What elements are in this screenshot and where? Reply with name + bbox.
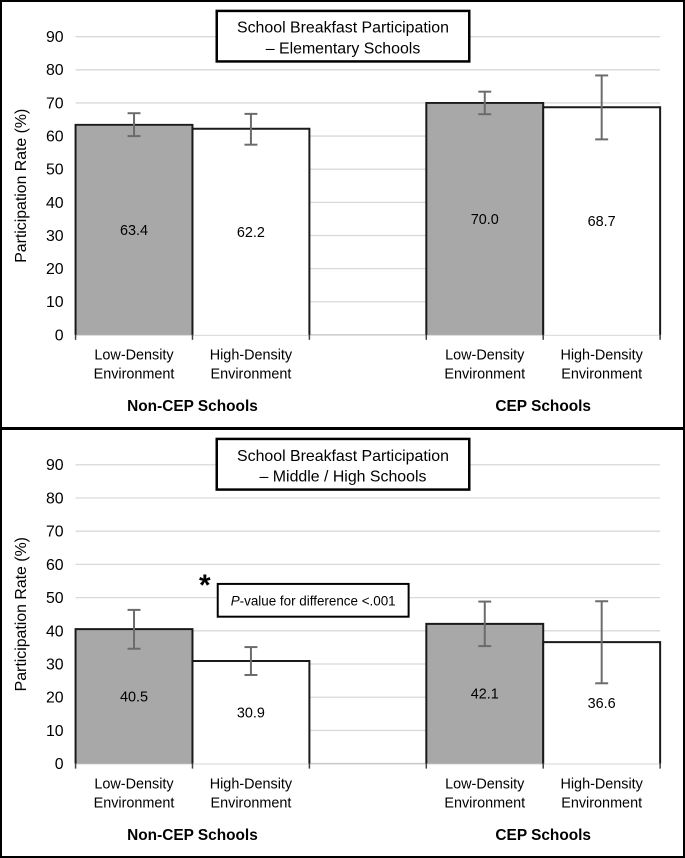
bar-value-label: 40.5: [120, 689, 149, 706]
y-tick-label: 40: [45, 623, 64, 641]
category-label: Low-Density Environment: [444, 776, 526, 812]
category-label: Low-Density Environment: [93, 347, 175, 383]
y-axis-title: Participation Rate (%): [12, 537, 30, 692]
y-tick-label: 80: [45, 62, 64, 80]
y-tick-label: 20: [45, 261, 64, 279]
y-tick-label: 90: [45, 457, 64, 475]
category-label: High-Density Environment: [209, 347, 293, 383]
group-label: CEP Schools: [495, 398, 592, 416]
middle-high-chart-panel: [0, 429, 685, 858]
y-tick-label: 0: [54, 756, 64, 774]
bar-value-label: 42.1: [470, 686, 499, 703]
y-tick-label: 70: [45, 95, 64, 113]
category-label: High-Density Environment: [560, 776, 643, 812]
y-axis-title: Participation Rate (%): [12, 108, 30, 263]
y-tick-label: 50: [45, 590, 64, 608]
y-tick-label: 10: [45, 294, 64, 312]
group-label: Non-CEP Schools: [127, 827, 258, 845]
chart-title: School Breakfast Participation – Middle / High Schools: [237, 447, 449, 486]
y-tick-label: 90: [45, 29, 64, 47]
group-label: Non-CEP Schools: [127, 398, 258, 416]
bar-value-label: 63.4: [120, 222, 149, 239]
y-tick-label: 70: [45, 523, 64, 541]
y-tick-label: 40: [45, 194, 64, 212]
y-tick-label: 60: [45, 128, 64, 146]
y-tick-label: 80: [45, 490, 64, 508]
y-tick-label: 60: [45, 556, 64, 574]
category-label: High-Density Environment: [560, 347, 643, 383]
significance-asterisk: *: [199, 568, 211, 602]
bar-value-label: 70.0: [470, 211, 499, 228]
chart-title: School Breakfast Participation – Elementary Schools: [237, 19, 449, 58]
y-tick-label: 30: [45, 227, 64, 245]
y-tick-label: 50: [45, 161, 64, 179]
elementary-chart: [2, 2, 683, 427]
y-tick-label: 30: [45, 656, 64, 674]
bar-value-label: 30.9: [236, 705, 265, 722]
bar-value-label: 62.2: [236, 224, 265, 241]
category-label: High-Density Environment: [209, 776, 293, 812]
group-label: CEP Schools: [495, 827, 592, 845]
y-tick-label: 0: [54, 327, 64, 345]
bar-value-label: 36.6: [587, 695, 616, 712]
bar-value-label: 68.7: [587, 214, 616, 231]
y-tick-label: 10: [45, 722, 64, 740]
category-label: Low-Density Environment: [444, 347, 526, 383]
middle-high-chart: [2, 430, 683, 856]
category-label: Low-Density Environment: [93, 776, 175, 812]
y-tick-label: 20: [45, 689, 64, 707]
p-value-text: P-value for difference <.001: [230, 593, 396, 609]
